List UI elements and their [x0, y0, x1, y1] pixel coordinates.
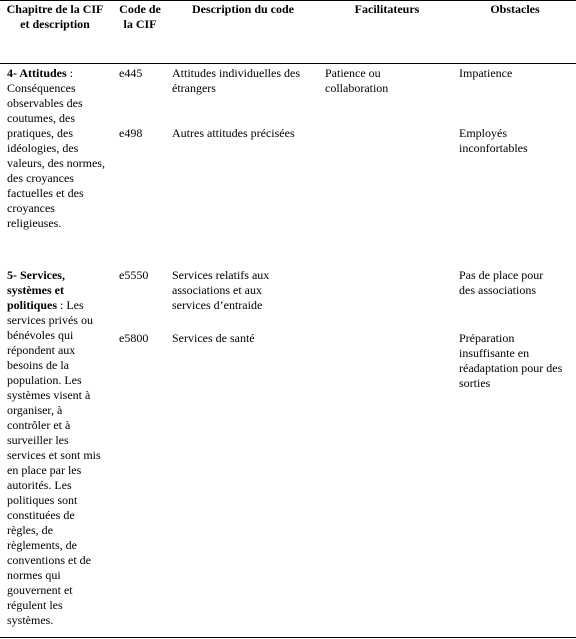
description-cell: Services relatifs aux associations et aux services d’entraide: [172, 268, 270, 312]
code-cell: e5800: [119, 331, 149, 345]
obstacle-cell: Préparation insuffisante en réadaptation pour des sorties: [459, 331, 563, 390]
table-bottom-rule: [0, 637, 576, 638]
obstacle-cell: Employés inconfortables: [459, 126, 528, 155]
header-description: Description du code: [192, 2, 294, 16]
code-cell: e498: [119, 126, 143, 140]
description-cell: Attitudes individuelles des étrangers: [172, 66, 300, 95]
chapter-title: 5- Services, systèmes et politiques: [7, 268, 65, 312]
header-rule: [0, 63, 576, 64]
code-cell: e5550: [119, 268, 149, 282]
header-code: Code de la CIF: [119, 2, 161, 31]
header-chapter: Chapitre de la CIF et description: [6, 2, 104, 31]
description-cell: Services de santé: [172, 331, 255, 345]
table-top-rule: [0, 0, 576, 1]
description-cell: Autres attitudes précisées: [172, 126, 295, 140]
header-obstacles: Obstacles: [490, 2, 540, 16]
code-cell: e445: [119, 66, 143, 80]
obstacle-cell: Impatience: [459, 66, 513, 80]
facilitator-cell: Patience ou collaboration: [325, 66, 389, 95]
chapter-title: 4- Attitudes: [7, 66, 67, 80]
obstacle-cell: Pas de place pour des associations: [459, 268, 544, 297]
chapter-description: : Conséquences observables des coutumes, des pratiques, des idéologies, des valeurs, des normes, des croyances factuelles et des croyances religieuses.: [7, 66, 105, 230]
header-facilitators: Facilitateurs: [354, 2, 420, 16]
chapter-description: : Les services privés ou bénévoles qui répondent aux besoins de la population. Les systèmes visent à organiser, à contrôler et à surveiller les services et sont mis en place par les autorités. Les politiques sont constituées de règles, de règlements, de conventions et de normes qui gouvernent et régulent les systèmes.: [7, 298, 101, 627]
chapter-cell: [7, 66, 107, 231]
chapter-cell: [7, 268, 107, 628]
